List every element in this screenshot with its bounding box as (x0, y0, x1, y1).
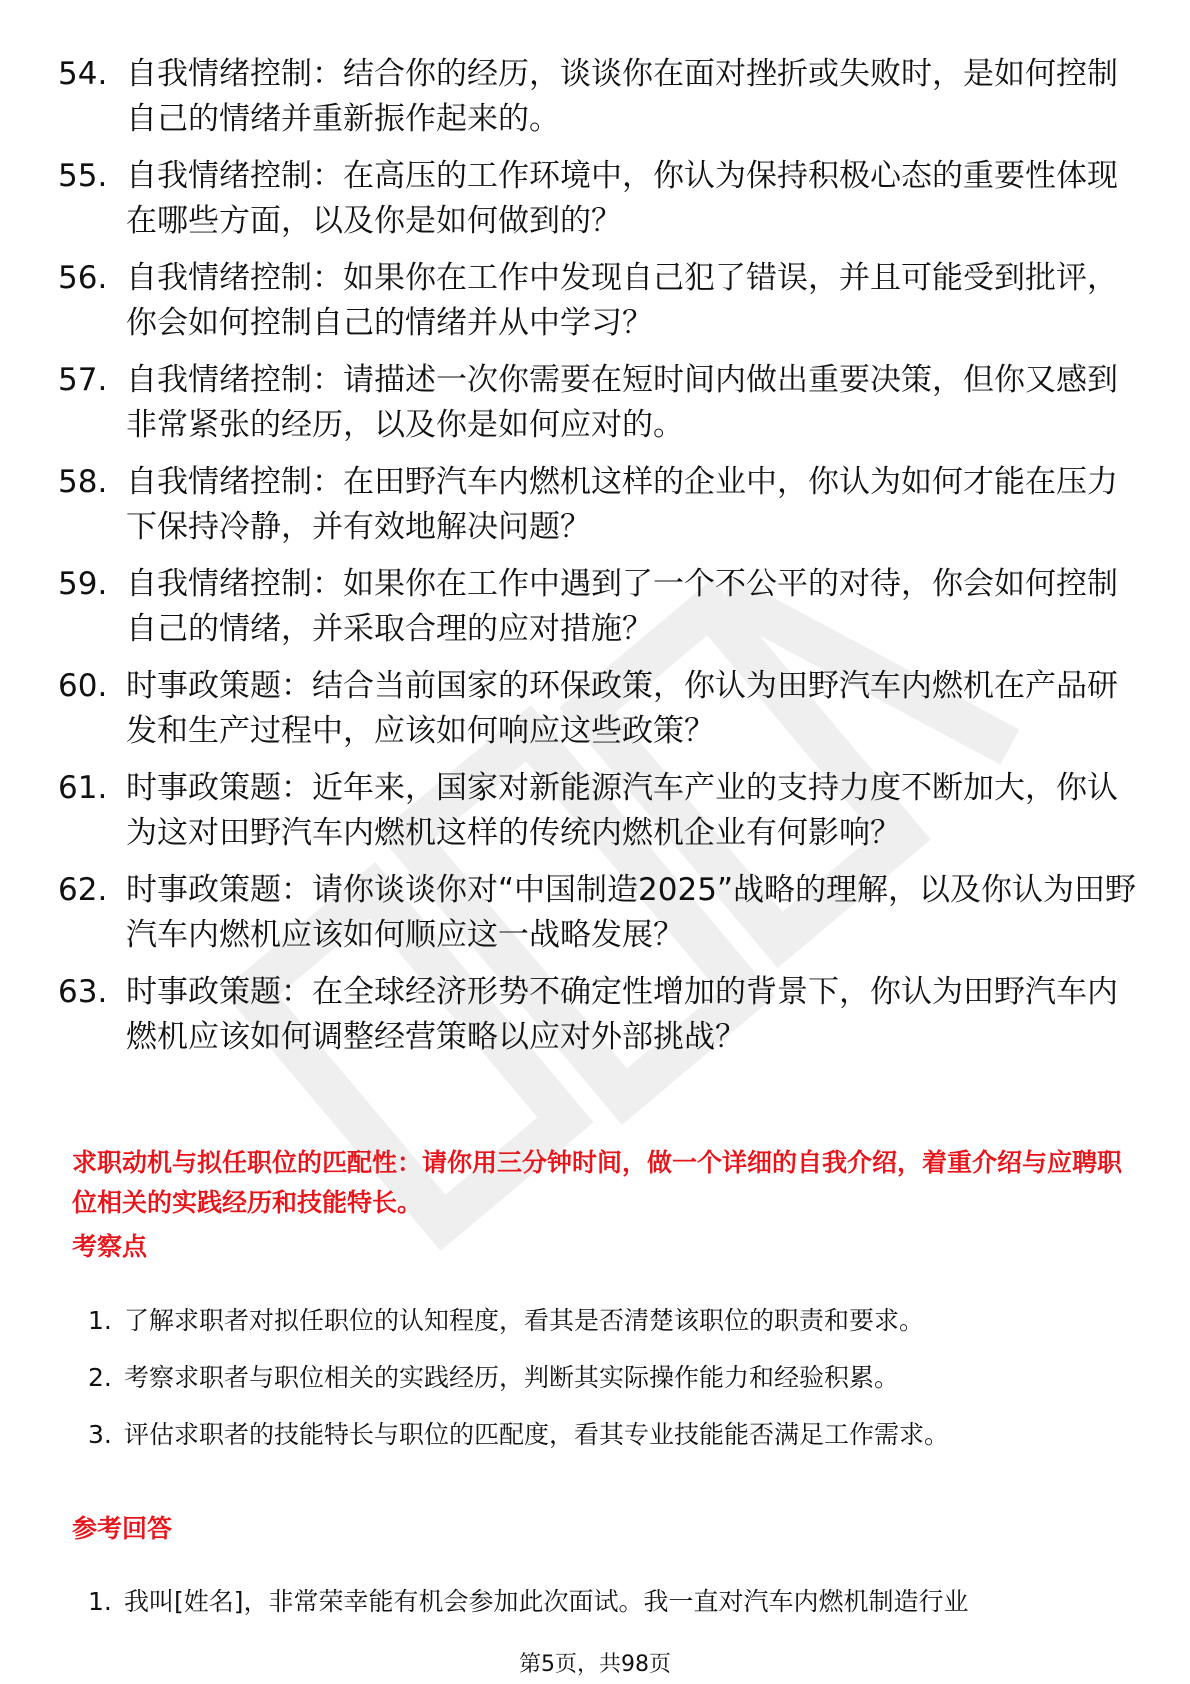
question-item (58, 256, 1138, 346)
question-text: 时事政策题：结合当前国家的环保政策，你认为田野汽车内燃机在产品研发和生产过程中，应该如何响应这些政策？ (126, 668, 1118, 749)
question-item (58, 664, 1138, 754)
answer-point-number: 1. (88, 1587, 112, 1616)
question-text: 自我情绪控制：结合你的经历，谈谈你在面对挫折或失败时，是如何控制自己的情绪并重新振作起来的。 (126, 56, 1118, 137)
question-text: 自我情绪控制：请描述一次你需要在短时间内做出重要决策，但你又感到非常紧张的经历，以及你是如何应对的。 (126, 362, 1118, 443)
focus-point (88, 1304, 1138, 1338)
question-number: 63. (58, 974, 108, 1010)
question-item (58, 154, 1138, 244)
question-text: 自我情绪控制：在田野汽车内燃机这样的企业中，你认为如何才能在压力下保持冷静，并有效地解决问题？ (126, 464, 1118, 545)
focus-point (88, 1361, 1138, 1395)
question-item (58, 460, 1138, 550)
question-text: 自我情绪控制：如果你在工作中遇到了一个不公平的对待，你会如何控制自己的情绪，并采取合理的应对措施？ (126, 566, 1118, 647)
question-list (58, 52, 1138, 1072)
question-text: 时事政策题：请你谈谈你对“中国制造2025”战略的理解，以及你认为田野汽车内燃机应该如何顺应这一战略发展？ (126, 872, 1137, 953)
question-number: 57. (58, 362, 108, 398)
focus-point-number: 1. (88, 1306, 112, 1335)
question-text: 自我情绪控制：在高压的工作环境中，你认为保持积极心态的重要性体现在哪些方面，以及你是如何做到的？ (126, 158, 1118, 239)
question-number: 54. (58, 56, 108, 92)
focus-point-number: 2. (88, 1363, 112, 1392)
section-title: 求职动机与拟任职位的匹配性：请你用三分钟时间，做一个详细的自我介绍，着重介绍与应聘职位相关的实践经历和技能特长。 (72, 1148, 1123, 1217)
question-number: 56. (58, 260, 108, 296)
question-item (58, 52, 1138, 142)
focus-point-text: 评估求职者的技能特长与职位的匹配度，看其专业技能能否满足工作需求。 (124, 1420, 950, 1449)
focus-point-text: 考察求职者与职位相关的实践经历，判断其实际操作能力和经验积累。 (124, 1363, 900, 1392)
question-item (58, 562, 1138, 652)
question-item (58, 970, 1138, 1060)
focus-heading: 考察点 (72, 1232, 148, 1261)
question-number: 61. (58, 770, 108, 806)
focus-point (88, 1418, 1138, 1452)
question-number: 55. (58, 158, 108, 194)
question-item (58, 868, 1138, 958)
answer-point (88, 1585, 1138, 1619)
question-number: 62. (58, 872, 108, 908)
question-number: 58. (58, 464, 108, 500)
question-text: 时事政策题：近年来，国家对新能源汽车产业的支持力度不断加大，你认为这对田野汽车内燃机这样的传统内燃机企业有何影响？ (126, 770, 1118, 851)
answer-heading: 参考回答 (72, 1514, 173, 1543)
page-footer: 第5页，共98页 (519, 1652, 671, 1677)
question-text: 时事政策题：在全球经济形势不确定性增加的背景下，你认为田野汽车内燃机应该如何调整经营策略以应对外部挑战？ (126, 974, 1118, 1055)
focus-point-list (88, 1304, 1138, 1475)
question-number: 59. (58, 566, 108, 602)
answer-point-text: 我叫[姓名]，非常荣幸能有机会参加此次面试。我一直对汽车内燃机制造行业 (124, 1587, 969, 1616)
answer-point-list (88, 1585, 1138, 1642)
focus-point-text: 了解求职者对拟任职位的认知程度，看其是否清楚该职位的职责和要求。 (124, 1306, 925, 1335)
question-item (58, 358, 1138, 448)
question-text: 自我情绪控制：如果你在工作中发现自己犯了错误，并且可能受到批评，你会如何控制自己的情绪并从中学习？ (126, 260, 1118, 341)
question-number: 60. (58, 668, 108, 704)
focus-point-number: 3. (88, 1420, 112, 1449)
question-item (58, 766, 1138, 856)
